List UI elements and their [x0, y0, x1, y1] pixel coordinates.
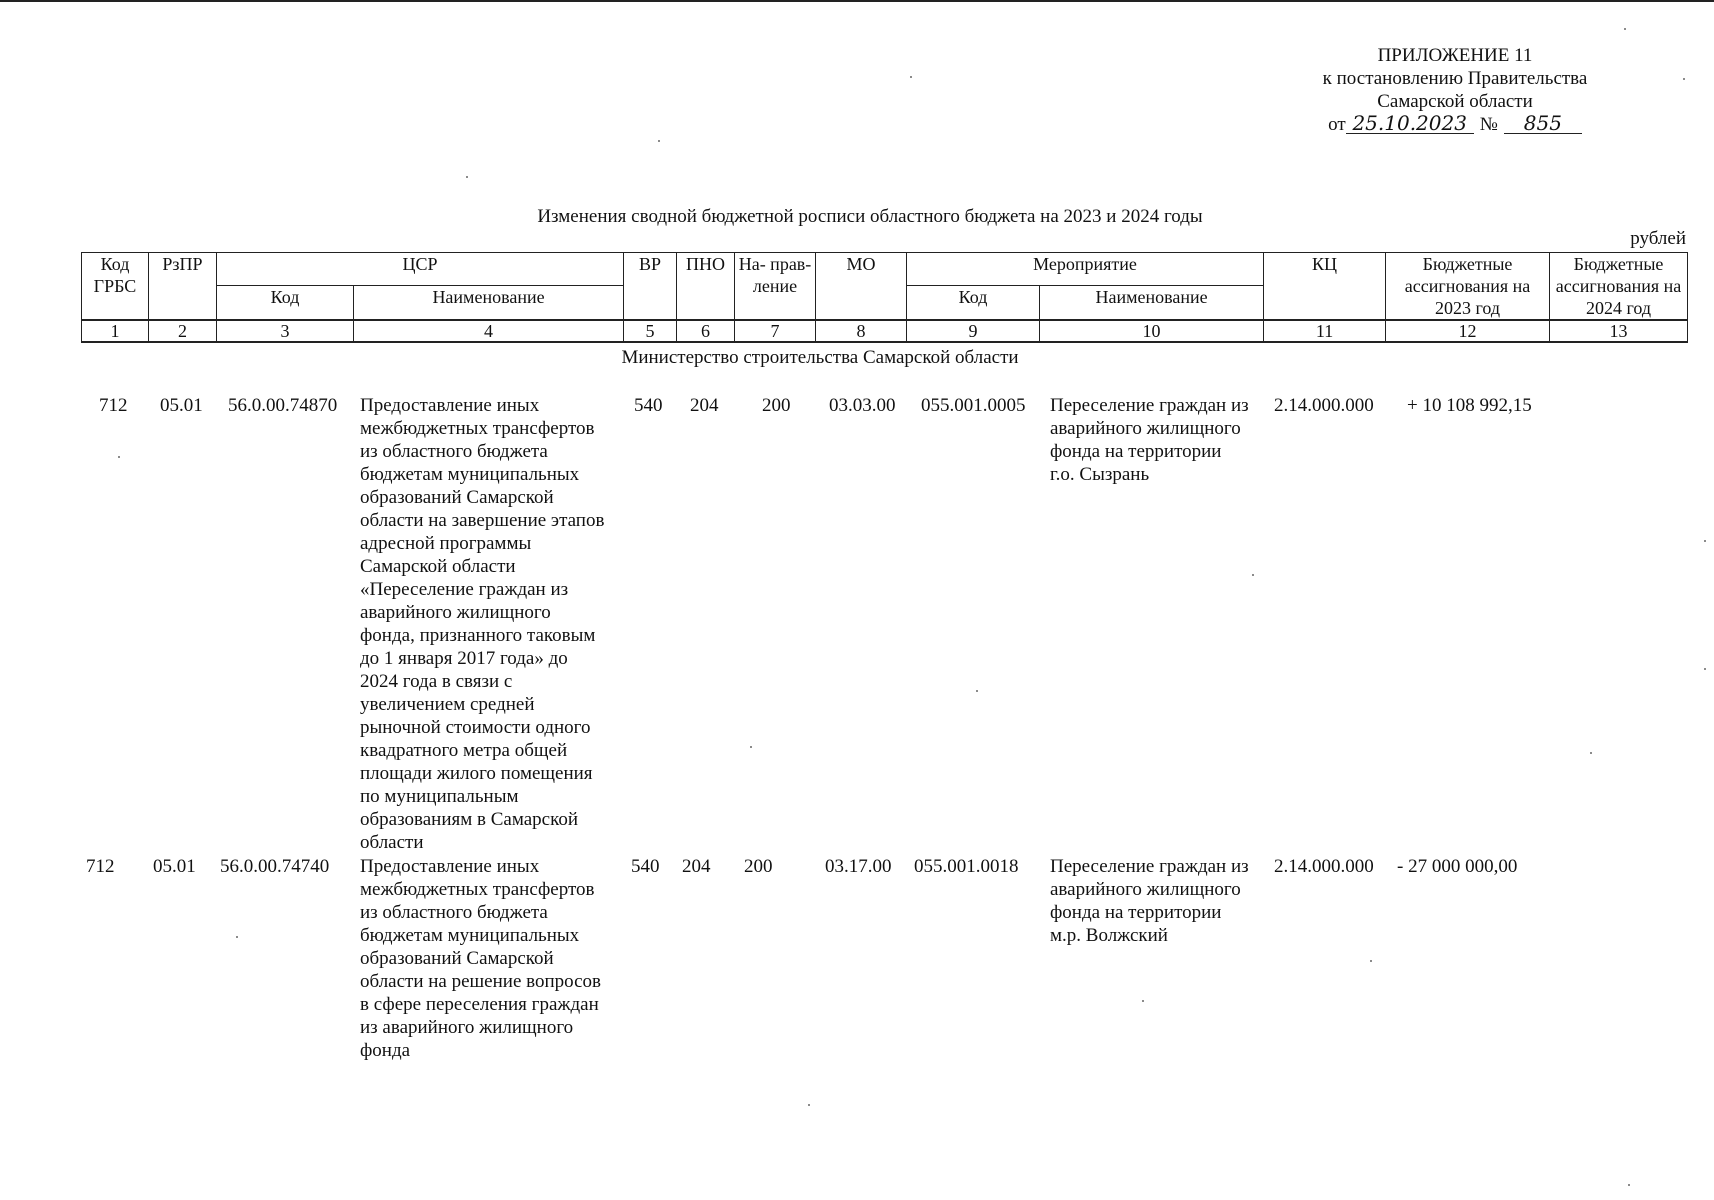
header-csr-name: Наименование [354, 286, 624, 320]
cell-mo: 03.17.00 [825, 856, 892, 877]
col-number: 2 [149, 320, 217, 342]
cell-meropr-name: Переселение граждан из аварийного жилищного фонда на территории м.р. Волжский [1050, 856, 1249, 946]
cell-napravlenie: 200 [744, 856, 773, 877]
header-meropr-kod: Код [907, 286, 1040, 320]
ministry-heading: Министерство строительства Самарской области [621, 347, 1019, 368]
header-kc: КЦ [1264, 253, 1386, 321]
scan-speck [1252, 574, 1254, 576]
appendix-line-3: Самарской области [1377, 91, 1533, 112]
cell-rzpr: 05.01 [160, 395, 203, 416]
header-mo: МО [816, 253, 907, 321]
cell-mo: 03.03.00 [829, 395, 896, 416]
appendix-date-row [1285, 113, 1625, 136]
cell-ba-2023: - 27 000 000,00 [1397, 856, 1518, 877]
scan-speck [1590, 752, 1592, 754]
col-number: 10 [1040, 320, 1264, 342]
cell-ba-2023: + 10 108 992,15 [1407, 395, 1532, 416]
cell-vr: 540 [634, 395, 663, 416]
cell-pno: 204 [682, 856, 711, 877]
cell-grbs: 712 [86, 856, 115, 877]
header-rzpr: РзПР [149, 253, 217, 321]
cell-meropr-kod: 055.001.0005 [921, 395, 1026, 416]
number-label: № [1479, 114, 1498, 135]
handwritten-date: 25.10.2023 [1346, 113, 1474, 134]
cell-csr-kod: 56.0.00.74870 [228, 395, 338, 416]
header-kod-grbs: Код ГРБС [82, 253, 149, 321]
scan-speck [1704, 540, 1706, 542]
cell-meropr-kod: 055.001.0018 [914, 856, 1019, 877]
scan-speck [466, 176, 468, 178]
scan-speck [1628, 1184, 1630, 1186]
col-number: 13 [1550, 320, 1688, 342]
scan-top-edge [0, 0, 1714, 2]
header-napravlenie: На- прав- ление [735, 253, 816, 321]
scan-speck [1624, 28, 1626, 30]
col-number: 4 [354, 320, 624, 342]
header-pno: ПНО [677, 253, 735, 321]
col-number: 1 [82, 320, 149, 342]
table-header [81, 252, 1688, 343]
col-number: 8 [816, 320, 907, 342]
header-meropr-name: Наименование [1040, 286, 1264, 320]
scan-speck [976, 690, 978, 692]
cell-csr-name: Предоставление иных межбюджетных трансфертов из областного бюджета бюджетам муниципальных образований Самарской области на завершение этапов адресной программы Самарской области «Переселение граждан из аварийного жилищного фонда, признанного таковым до 1 января 2017 года» до 2024 года в связи с увеличением средней рыночной стоимости одного квадратного метра общей площади жилого помещения по муниципальным образованиям в Самарской области [360, 395, 605, 853]
scan-speck [1370, 960, 1372, 962]
cell-grbs: 712 [99, 395, 128, 416]
col-number: 5 [624, 320, 677, 342]
header-csr: ЦСР [217, 253, 624, 286]
scan-speck [1142, 1000, 1144, 1002]
scan-speck [1704, 668, 1706, 670]
col-number: 12 [1386, 320, 1550, 342]
col-number: 3 [217, 320, 354, 342]
appendix-title: ПРИЛОЖЕНИЕ 11 [1377, 45, 1533, 66]
document-title: Изменения сводной бюджетной росписи областного бюджета на 2023 и 2024 годы [537, 206, 1203, 227]
scan-speck [910, 76, 912, 78]
header-meropriyatie: Мероприятие [907, 253, 1264, 286]
col-number: 9 [907, 320, 1040, 342]
scan-speck [1683, 78, 1685, 80]
cell-csr-kod: 56.0.00.74740 [220, 856, 330, 877]
unit-label: рублей [1630, 228, 1686, 249]
col-number: 7 [735, 320, 816, 342]
appendix-block [1285, 44, 1625, 136]
cell-csr-name: Предоставление иных межбюджетных трансфертов из областного бюджета бюджетам муниципальных образований Самарской области на решение вопросов в сфере переселения граждан из аварийного жилищного фонда [360, 856, 602, 1061]
scan-speck [750, 746, 752, 748]
scan-speck [236, 936, 238, 938]
cell-napravlenie: 200 [762, 395, 791, 416]
date-prefix: от [1328, 114, 1346, 135]
cell-meropr-name: Переселение граждан из аварийного жилищного фонда на территории г.о. Сызрань [1050, 395, 1249, 485]
scan-speck [808, 1104, 810, 1106]
cell-pno: 204 [690, 395, 719, 416]
header-csr-kod: Код [217, 286, 354, 320]
col-number: 11 [1264, 320, 1386, 342]
col-number: 6 [677, 320, 735, 342]
scan-speck [118, 456, 120, 458]
header-ba-2024: Бюджетные ассигнования на 2024 год [1550, 253, 1688, 321]
cell-rzpr: 05.01 [153, 856, 196, 877]
cell-kc: 2.14.000.000 [1274, 856, 1374, 877]
header-vr: ВР [624, 253, 677, 321]
appendix-line-2: к постановлению Правительства [1322, 68, 1588, 89]
cell-kc: 2.14.000.000 [1274, 395, 1374, 416]
cell-vr: 540 [631, 856, 660, 877]
handwritten-number: 855 [1504, 113, 1582, 134]
scan-speck [658, 140, 660, 142]
header-ba-2023: Бюджетные ассигнования на 2023 год [1386, 253, 1550, 321]
